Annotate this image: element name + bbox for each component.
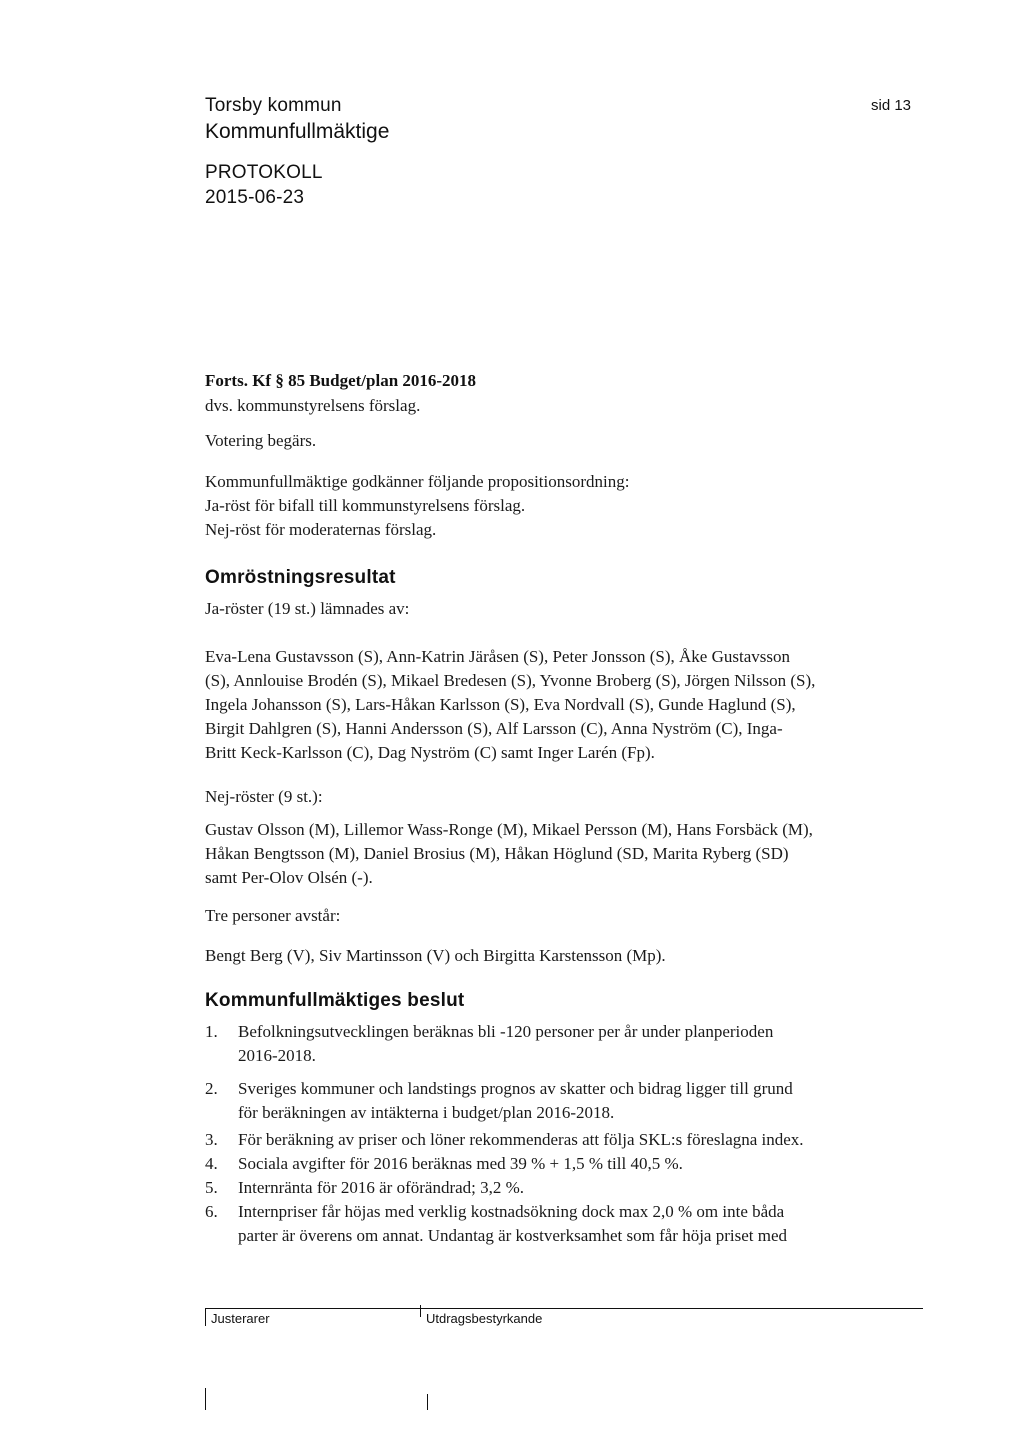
footer-divider (205, 1308, 923, 1309)
intro-line-4: Ja-röst för bifall till kommunstyrelsens förslag. (205, 496, 526, 515)
council-name: Kommunfullmäktige (205, 120, 390, 143)
decision-list (205, 1020, 905, 1248)
yes-names-line: Birgit Dahlgren (S), Hanni Andersson (S), Alf Larsson (C), Anna Nyström (C), Inga- (205, 719, 783, 738)
utdragsbestyrkande-label: Utdragsbestyrkande (426, 1311, 543, 1326)
decision-item-number: 3. (205, 1130, 218, 1149)
decision-item-text: parter är överens om annat. Undantag är kostverksamhet som får höja priset med (238, 1226, 788, 1245)
yes-votes-names (205, 645, 905, 765)
document-date: 2015-06-23 (205, 187, 305, 208)
result-heading: Omröstningsresultat (205, 567, 396, 588)
decision-item-text: för beräkningen av intäkterna i budget/plan 2016-2018. (238, 1103, 615, 1122)
no-names-line: Håkan Bengtsson (M), Daniel Brosius (M), Håkan Höglund (SD, Marita Ryberg (SD) (205, 844, 789, 863)
intro-line-1: dvs. kommunstyrelsens förslag. (205, 396, 421, 415)
footer-tick-left (205, 1308, 206, 1326)
yes-names-line: Ingela Johansson (S), Lars-Håkan Karlsson (S), Eva Nordvall (S), Gunde Haglund (S), (205, 695, 796, 714)
decision-item-text: För beräkning av priser och löner rekommenderas att följa SKL:s föreslagna index. (238, 1130, 804, 1149)
signature-mark-left (205, 1388, 206, 1410)
decision-item (205, 1077, 905, 1125)
no-names-line: Gustav Olsson (M), Lillemor Wass-Ronge (M), Mikael Persson (M), Hans Forsbäck (M), (205, 820, 813, 839)
decision-item (205, 1176, 905, 1200)
no-votes-label: Nej-röster (9 st.): (205, 787, 323, 806)
no-names-line: samt Per-Olov Olsén (-). (205, 868, 373, 887)
yes-names-line: Britt Keck-Karlsson (C), Dag Nyström (C) samt Inger Larén (Fp). (205, 743, 655, 762)
decision-item-number: 6. (205, 1202, 218, 1221)
abstain-label: Tre personer avstår: (205, 906, 341, 925)
decision-item-text: Sveriges kommuner och landstings prognos av skatter och bidrag ligger till grund (238, 1079, 793, 1098)
abstain-names: Bengt Berg (V), Siv Martinsson (V) och Birgitta Karstensson (Mp). (205, 946, 666, 965)
no-votes-names (205, 818, 905, 890)
justerare-label: Justerarer (211, 1311, 270, 1326)
decision-item-text: Internpriser får höjas med verklig kostnadsökning dock max 2,0 % om inte båda (238, 1202, 785, 1221)
yes-votes-label: Ja-röster (19 st.) lämnades av: (205, 599, 410, 618)
decision-item-number: 5. (205, 1178, 218, 1197)
decision-item (205, 1200, 905, 1248)
decision-item (205, 1152, 905, 1176)
decision-item (205, 1020, 905, 1068)
decision-item-number: 1. (205, 1022, 218, 1041)
intro-line-5: Nej-röst för moderaternas förslag. (205, 520, 437, 539)
yes-names-line: (S), Annlouise Brodén (S), Mikael Bredesen (S), Yvonne Broberg (S), Jörgen Nilsson (S), (205, 671, 816, 690)
intro-line-2: Votering begärs. (205, 431, 317, 450)
footer-tick-middle (420, 1305, 421, 1317)
decision-item-number: 2. (205, 1079, 218, 1098)
decision-item-text: Befolkningsutvecklingen beräknas bli -120 personer per år under planperioden (238, 1022, 774, 1041)
decision-item-text: Sociala avgifter för 2016 beräknas med 39 % + 1,5 % till 40,5 %. (238, 1154, 683, 1173)
municipality-name: Torsby kommun (205, 95, 342, 116)
decision-item-number: 4. (205, 1154, 218, 1173)
yes-names-line: Eva-Lena Gustavsson (S), Ann-Katrin Järåsen (S), Peter Jonsson (S), Åke Gustavsson (205, 647, 790, 666)
decision-heading: Kommunfullmäktiges beslut (205, 990, 465, 1011)
page-number: sid 13 (871, 97, 912, 114)
document-type: PROTOKOLL (205, 162, 323, 183)
section-title: Forts. Kf § 85 Budget/plan 2016-2018 (205, 371, 477, 390)
decision-item (205, 1128, 905, 1152)
intro-line-3: Kommunfullmäktige godkänner följande propositionsordning: (205, 472, 630, 491)
decision-item-text: Internränta för 2016 är oförändrad; 3,2 %. (238, 1178, 525, 1197)
signature-mark-right (427, 1394, 428, 1410)
decision-item-text: 2016-2018. (238, 1046, 316, 1065)
